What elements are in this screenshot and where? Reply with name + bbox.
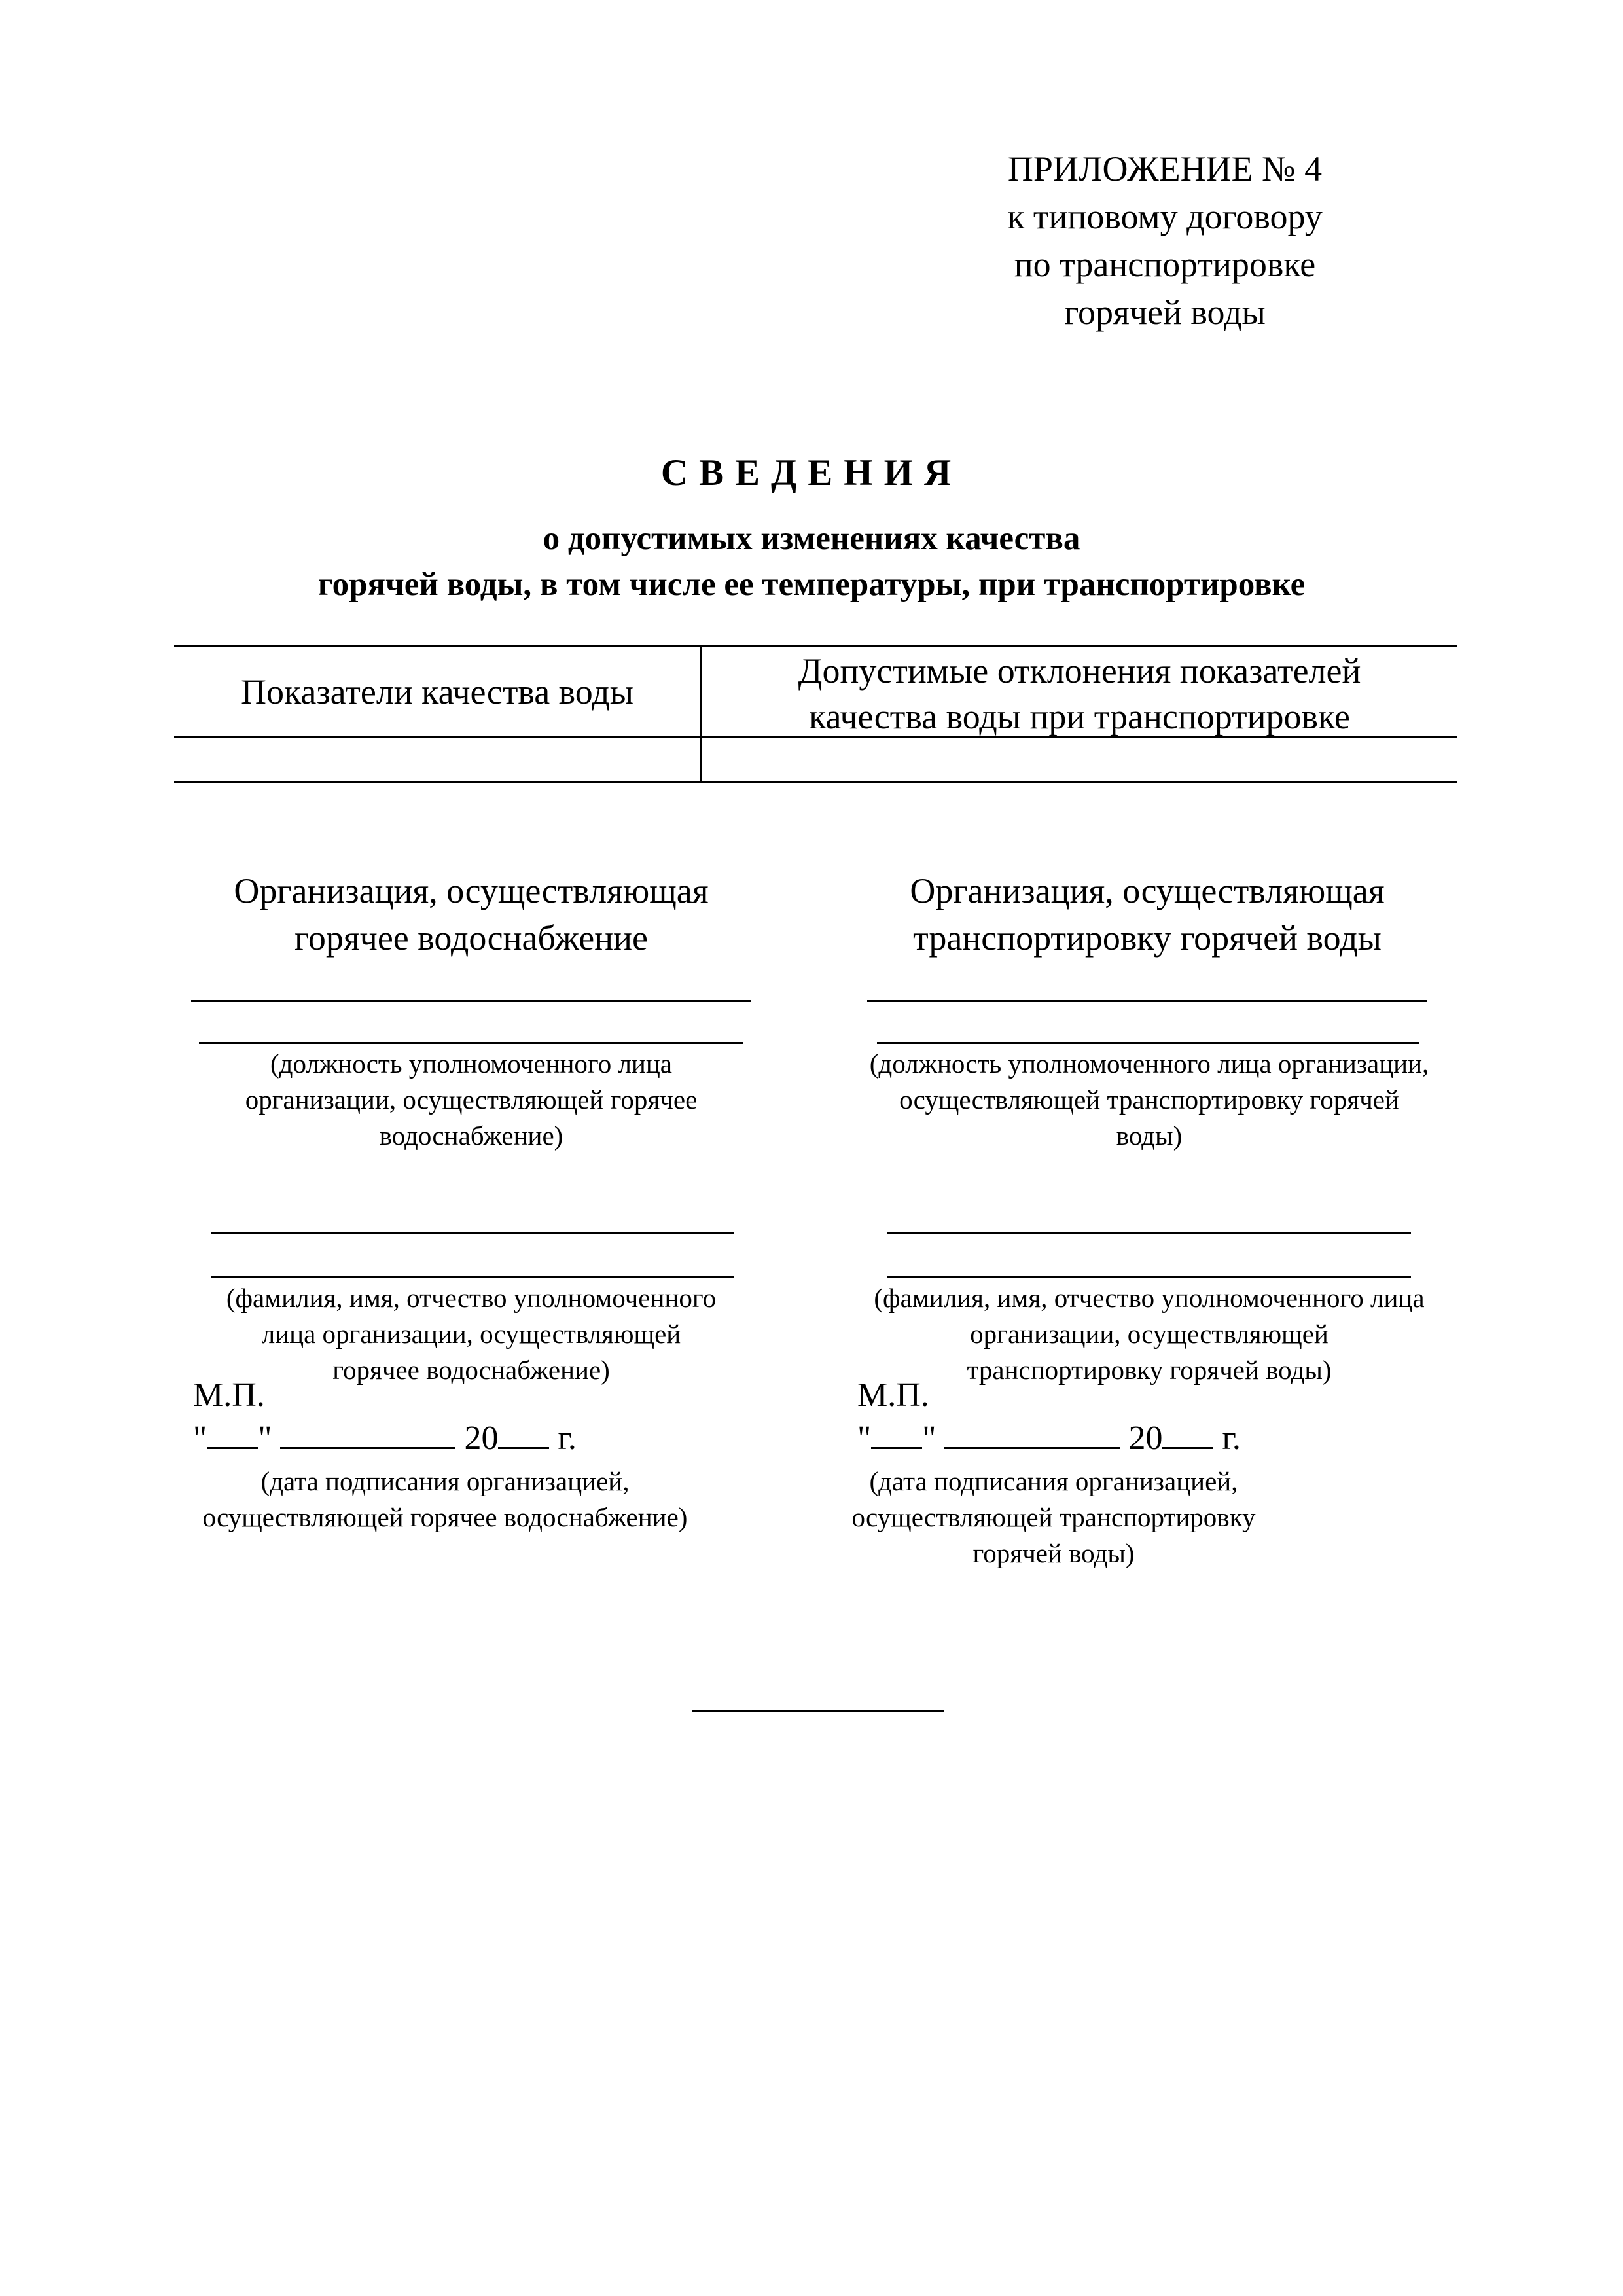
table-cell[interactable] (174, 738, 700, 781)
date-year-prefix: 20 (1128, 1420, 1163, 1457)
table-header-line: Допустимые отклонения показателей (798, 651, 1361, 691)
right-date-line (857, 1417, 1241, 1458)
quote: " (922, 1420, 936, 1457)
table-top-border (174, 645, 1457, 647)
left-org-heading (177, 867, 766, 961)
org-heading-line: Организация, осуществляющая (910, 871, 1385, 910)
caption-line: осуществляющей транспортировку (851, 1502, 1256, 1532)
date-day-blank[interactable] (871, 1417, 922, 1449)
left-position-caption (164, 1046, 779, 1154)
right-name-caption (842, 1280, 1457, 1388)
quote: " (193, 1420, 207, 1457)
left-signature-line[interactable] (191, 1000, 751, 1002)
appendix-line: к типовому договору (1007, 197, 1323, 236)
table-header-cell: Показатели качества воды (240, 672, 634, 711)
caption-line: горячее водоснабжение) (332, 1355, 610, 1385)
date-day-blank[interactable] (207, 1417, 258, 1449)
date-month-blank[interactable] (944, 1417, 1120, 1449)
subtitle-line: горячей воды, в том числе ее температуры, при транспортировке (317, 566, 1306, 603)
caption-line: (должность уполномоченного лица организации, (869, 1049, 1429, 1079)
table-bottom-border (174, 781, 1457, 783)
table-header-cell (702, 648, 1457, 740)
caption-line: лица организации, осуществляющей (261, 1319, 681, 1349)
right-stamp-label: М.П. (857, 1376, 929, 1414)
appendix-header (910, 145, 1420, 336)
date-year-blank[interactable] (498, 1417, 549, 1449)
date-year-blank[interactable] (1162, 1417, 1213, 1449)
date-month-blank[interactable] (280, 1417, 455, 1449)
caption-line: (дата подписания организацией, (869, 1466, 1238, 1496)
caption-line: осуществляющей транспортировку горячей (899, 1085, 1399, 1115)
caption-line: транспортировку горячей воды) (967, 1355, 1332, 1385)
right-signature-line[interactable] (867, 1000, 1427, 1002)
caption-line: (должность уполномоченного лица (270, 1049, 672, 1079)
left-name-line[interactable] (211, 1276, 734, 1278)
left-date-caption (137, 1463, 753, 1535)
right-name-line[interactable] (887, 1276, 1411, 1278)
appendix-line: по транспортировке (1014, 245, 1316, 284)
quote: " (857, 1420, 872, 1457)
right-signature-line[interactable] (887, 1232, 1411, 1234)
caption-line: (дата подписания организацией, (260, 1466, 630, 1496)
appendix-number: ПРИЛОЖЕНИЕ № 4 (1007, 149, 1323, 188)
left-stamp-label: М.П. (193, 1376, 265, 1414)
subtitle-line: о допустимых изменениях качества (543, 520, 1080, 557)
left-name-caption (164, 1280, 779, 1388)
left-date-line (193, 1417, 577, 1458)
caption-line: (фамилия, имя, отчество уполномоченного (226, 1283, 717, 1313)
document-title: СВЕДЕНИЯ (660, 452, 963, 493)
table-header-line: качества воды при транспортировке (809, 697, 1350, 736)
caption-line: осуществляющей горячее водоснабжение) (202, 1502, 688, 1532)
caption-line: (фамилия, имя, отчество уполномоченного лица (874, 1283, 1425, 1313)
caption-line: горячей воды) (972, 1538, 1135, 1568)
date-year-suffix: г. (558, 1420, 577, 1457)
right-org-heading (853, 867, 1442, 961)
caption-line: водоснабжение) (379, 1121, 563, 1151)
caption-line: воды) (1116, 1121, 1183, 1151)
date-year-prefix: 20 (464, 1420, 499, 1457)
right-date-caption (825, 1463, 1283, 1571)
quote: " (258, 1420, 272, 1457)
left-signature-line[interactable] (211, 1232, 734, 1234)
document-subtitle (0, 516, 1623, 607)
org-heading-line: Организация, осуществляющая (234, 871, 709, 910)
right-position-caption (842, 1046, 1457, 1154)
caption-line: организации, осуществляющей (970, 1319, 1329, 1349)
end-separator (692, 1710, 944, 1712)
caption-line: организации, осуществляющей горячее (245, 1085, 698, 1115)
right-position-line[interactable] (877, 1042, 1419, 1044)
date-year-suffix: г. (1222, 1420, 1241, 1457)
org-heading-line: транспортировку горячей воды (913, 918, 1382, 958)
table-cell[interactable] (702, 738, 1457, 781)
appendix-line: горячей воды (1064, 293, 1266, 332)
org-heading-line: горячее водоснабжение (294, 918, 648, 958)
left-position-line[interactable] (199, 1042, 743, 1044)
